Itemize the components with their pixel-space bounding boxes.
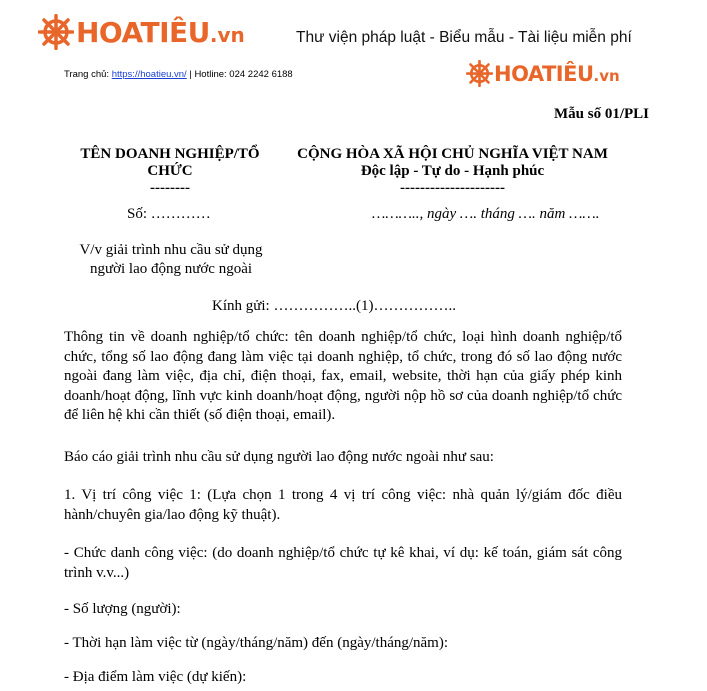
ship-wheel-icon: [466, 60, 493, 87]
document-number: Số: …………: [127, 206, 211, 222]
paragraph-job-title: - Chức danh công việc: (do doanh nghiệp/tổ chức tự kê khai, ví dụ: kế toán, giám sát công trình v.v...): [64, 545, 622, 581]
home-label: Trang chủ:: [64, 69, 112, 80]
subject-block: [54, 241, 288, 279]
recipient-line: Kính gửi: ……………..(1)……………..: [212, 298, 456, 314]
form-number: Mẫu số 01/PLI: [553, 106, 649, 122]
home-link[interactable]: https://hoatieu.vn/: [111, 69, 187, 80]
hotline: | Hotline: 024 2242 6188: [186, 69, 293, 80]
brand-logo-large[interactable]: [38, 14, 245, 50]
paragraph-report-intro: Báo cáo giải trình nhu cầu sử dụng người lao động nước ngoài như sau:: [64, 449, 494, 465]
org-name-line1: TÊN DOANH NGHIỆP/TỔ: [80, 146, 260, 162]
national-header: [280, 146, 625, 197]
document-date: ……….., ngày …. tháng …. năm …….: [372, 206, 600, 222]
logo-text: HOATIÊU: [494, 61, 594, 86]
ship-wheel-icon: [38, 14, 74, 50]
paragraph-location: - Địa điểm làm việc (dự kiến):: [64, 669, 247, 685]
subject-line1: V/v giải trình nhu cầu sử dụng: [79, 242, 263, 258]
motto-dashes: ---------------------: [400, 180, 505, 196]
logo-suffix: .vn: [593, 67, 620, 85]
site-tagline: Thư viện pháp luật - Biểu mẫu - Tài liệu miễn phí: [296, 29, 632, 46]
org-dashes: --------: [150, 180, 190, 196]
brand-logo-small[interactable]: [466, 60, 620, 87]
logo-text: HOATIÊU: [76, 15, 210, 49]
paragraph-position-1: 1. Vị trí công việc 1: (Lựa chọn 1 trong 4 vị trí công việc: nhà quản lý/giám đốc điều hành/chuyên gia/lao động kỹ thuật).: [64, 487, 622, 523]
org-name-block: [68, 146, 272, 197]
subject-line2: người lao động nước ngoài: [89, 261, 253, 277]
paragraph-org-info: Thông tin về doanh nghiệp/tổ chức: tên doanh nghiệp/tổ chức, loại hình doanh nghiệp/tổ chức, tổng số lao động đang làm việc tại doanh nghiệp, tổ chức, trong đó số lao động nước ngoài đang làm việc, địa chỉ, điện thoại, fax, email, website, thời hạn của giấy phép kinh doanh/hoạt động, lĩnh vực kinh doanh/hoạt động, người nộp hồ sơ của doanh nghiệp/tổ chức để liên hệ khi cần thiết (số điện thoại, email).: [64, 329, 622, 423]
paragraph-quantity: - Số lượng (người):: [64, 601, 181, 617]
nation-title: CỘNG HÒA XÃ HỘI CHỦ NGHĨA VIỆT NAM: [297, 146, 608, 162]
paragraph-duration: - Thời hạn làm việc từ (ngày/tháng/năm) đến (ngày/tháng/năm):: [64, 635, 449, 651]
logo-suffix: .vn: [209, 23, 245, 47]
org-name-line2: CHỨC: [147, 163, 193, 179]
motto: Độc lập - Tự do - Hạnh phúc: [360, 163, 545, 179]
header-contact-line: [64, 69, 293, 80]
